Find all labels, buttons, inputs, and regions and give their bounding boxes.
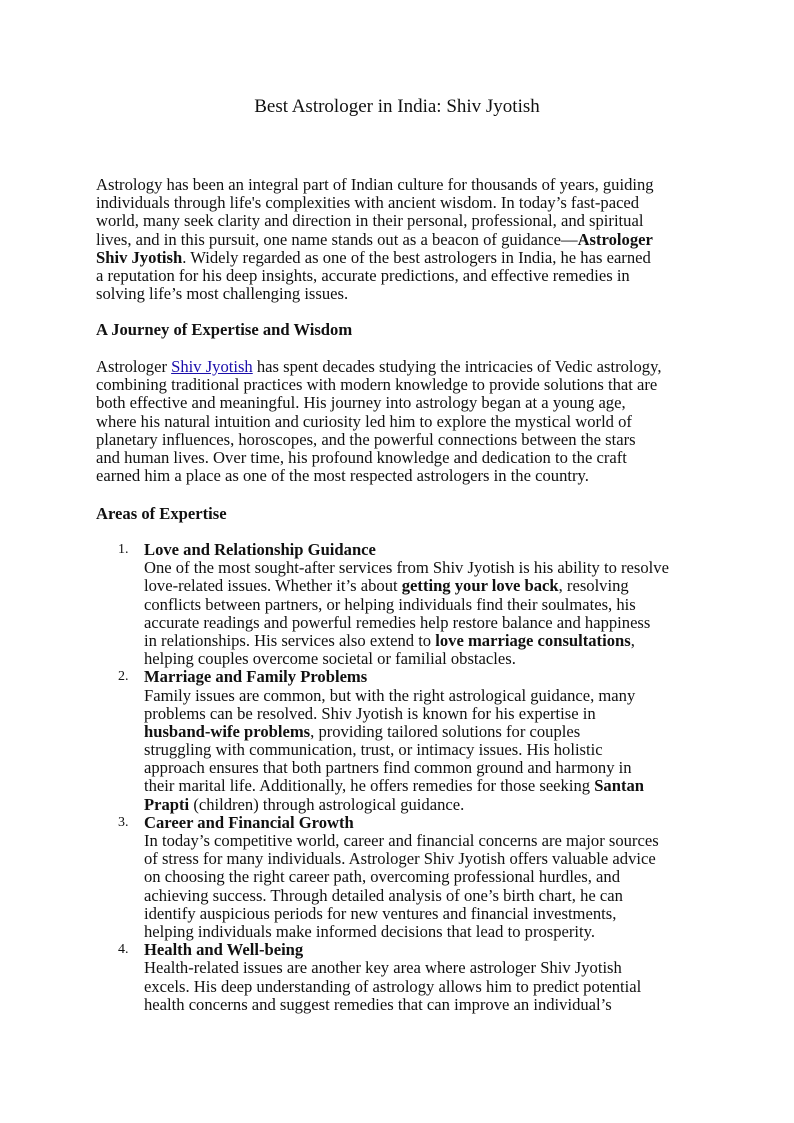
text-line — [96, 467, 661, 485]
text-line — [144, 596, 669, 614]
text-line — [144, 687, 669, 705]
text-segment: on choosing the right career path, overcoming professional hurdles, and — [144, 867, 621, 887]
text-line — [144, 741, 669, 759]
text-line — [144, 668, 669, 686]
text-segment: and human lives. Over time, his profound knowledge and dedication to the craft — [96, 447, 627, 467]
list-number: 4. — [118, 942, 129, 958]
text-line — [96, 285, 654, 303]
text-segment: a reputation for his deep insights, accurate predictions, and effective remedies in — [96, 265, 630, 285]
text-segment: helping couples overcome societal or familial obstacles. — [144, 649, 516, 669]
journey-paragraph — [96, 358, 661, 485]
text-segment: both effective and meaningful. His journey into astrology began at a young age, — [96, 393, 626, 413]
text-line — [96, 267, 654, 285]
shiv-jyotish-link[interactable]: Shiv Jyotish — [171, 357, 253, 376]
text-line — [144, 577, 669, 595]
text-segment: In today’s competitive world, career and financial concerns are major sources — [144, 831, 659, 850]
text-segment: achieving success. Through detailed analysis of one’s birth chart, he can — [144, 885, 623, 905]
list-number: 1. — [118, 542, 129, 557]
text-segment: health concerns and suggest remedies that can improve an individual’s — [144, 994, 612, 1014]
text-line — [96, 376, 661, 394]
text-line — [144, 796, 669, 814]
text-segment: conflicts between partners, or helping individuals find their soulmates, his — [144, 594, 636, 614]
bold-text: Santan — [594, 776, 645, 796]
text-line — [144, 632, 669, 650]
list-item — [96, 541, 669, 668]
bold-text: getting your love back — [401, 576, 559, 596]
text-segment: in relationships. His services also extend to — [144, 630, 436, 650]
text-segment: combining traditional practices with modern knowledge to provide solutions that are — [96, 375, 658, 395]
list-item — [96, 814, 669, 941]
text-segment: Family issues are common, but with the right astrological guidance, many — [144, 685, 636, 705]
text-segment: approach ensures that both partners find common ground and harmony in — [144, 758, 632, 778]
text-line — [144, 941, 669, 959]
text-line — [144, 614, 669, 632]
bold-text: Health and Well-being — [144, 940, 304, 960]
text-line — [96, 249, 654, 267]
text-segment: excels. His deep understanding of astrology allows him to predict potential — [144, 976, 642, 996]
bold-text: Astrologer — [577, 229, 653, 249]
text-segment: One of the most sought-after services from Shiv Jyotish is his ability to resolve — [144, 558, 669, 578]
bold-text: Marriage and Family Problems — [144, 667, 368, 687]
text-segment: earned him a place as one of the most respected astrologers in the country. — [96, 466, 589, 486]
text-line — [144, 923, 669, 941]
text-segment: problems can be resolved. Shiv Jyotish is known for his expertise in — [144, 703, 596, 723]
bold-text: Shiv Jyotish — [96, 247, 183, 267]
section-heading-areas: Areas of Expertise — [96, 504, 227, 523]
text-line — [96, 358, 661, 376]
text-line — [144, 723, 669, 741]
text-line — [96, 449, 661, 467]
text-line — [144, 887, 669, 905]
text-segment: individuals through life's complexities with ancient wisdom. In today’s fast-paced — [96, 193, 640, 213]
text-line — [144, 777, 669, 795]
list-number: 2. — [118, 669, 129, 685]
bold-text: Love and Relationship Guidance — [144, 540, 376, 559]
text-segment: , providing tailored solutions for couples — [310, 721, 581, 741]
text-segment: Astrology has been an integral part of Indian culture for thousands of years, guiding — [96, 175, 654, 194]
text-segment: has spent decades studying the intricacies of Vedic astrology, — [252, 357, 662, 376]
text-line — [144, 978, 669, 996]
text-line — [144, 650, 669, 668]
section-heading-journey: A Journey of Expertise and Wisdom — [96, 320, 353, 339]
text-line — [144, 959, 669, 977]
text-segment: world, many seek clarity and direction in their personal, professional, and spiritual — [96, 211, 644, 231]
text-segment: lives, and in this pursuit, one name stands out as a beacon of guidance— — [96, 229, 578, 249]
text-line — [144, 868, 669, 886]
text-line — [96, 413, 661, 431]
text-line — [144, 832, 669, 850]
text-line — [96, 194, 654, 212]
text-line — [96, 394, 661, 412]
text-segment: Health-related issues are another key area where astrologer Shiv Jyotish — [144, 958, 622, 978]
text-segment: struggling with communication, trust, or intimacy issues. His holistic — [144, 740, 603, 760]
list-item — [96, 668, 669, 814]
text-line — [144, 705, 669, 723]
text-line — [96, 431, 661, 449]
text-segment: Astrologer — [96, 357, 172, 376]
areas-list — [96, 541, 669, 1014]
text-segment: , resolving — [558, 576, 629, 596]
document-title: Best Astrologer in India: Shiv Jyotish — [254, 96, 540, 117]
text-line — [96, 212, 654, 230]
text-segment: planetary influences, horoscopes, and the powerful connections between the stars — [96, 429, 636, 449]
text-segment: helping individuals make informed decisions that lead to prosperity. — [144, 921, 596, 941]
bold-text: Prapti — [144, 794, 190, 814]
bold-text: love marriage consultations — [435, 630, 631, 650]
text-line — [96, 176, 654, 194]
text-segment: their marital life. Additionally, he offers remedies for those seeking — [144, 776, 595, 796]
text-segment: love-related issues. Whether it’s about — [144, 576, 402, 596]
text-segment: of stress for many individuals. Astrologer Shiv Jyotish offers valuable advice — [144, 849, 656, 869]
text-line — [144, 559, 669, 577]
text-line — [144, 905, 669, 923]
text-line — [144, 996, 669, 1014]
intro-paragraph — [96, 176, 654, 303]
text-segment: (children) through astrological guidance. — [189, 794, 465, 814]
text-line — [96, 231, 654, 249]
bold-text: Career and Financial Growth — [144, 812, 354, 832]
text-line — [144, 759, 669, 777]
text-line — [144, 541, 669, 559]
text-segment: . Widely regarded as one of the best astrologers in India, he has earned — [182, 247, 651, 267]
bold-text: husband-wife problems — [144, 721, 311, 741]
text-segment: , — [630, 630, 635, 650]
text-segment: where his natural intuition and curiosity led him to explore the mystical world of — [96, 411, 632, 431]
list-item — [96, 941, 669, 1014]
text-line — [144, 850, 669, 868]
text-segment: accurate readings and powerful remedies help restore balance and happiness — [144, 612, 651, 632]
text-segment: solving life’s most challenging issues. — [96, 284, 349, 304]
list-number: 3. — [118, 814, 129, 830]
text-segment: identify auspicious periods for new ventures and financial investments, — [144, 903, 617, 923]
text-line — [144, 814, 669, 832]
